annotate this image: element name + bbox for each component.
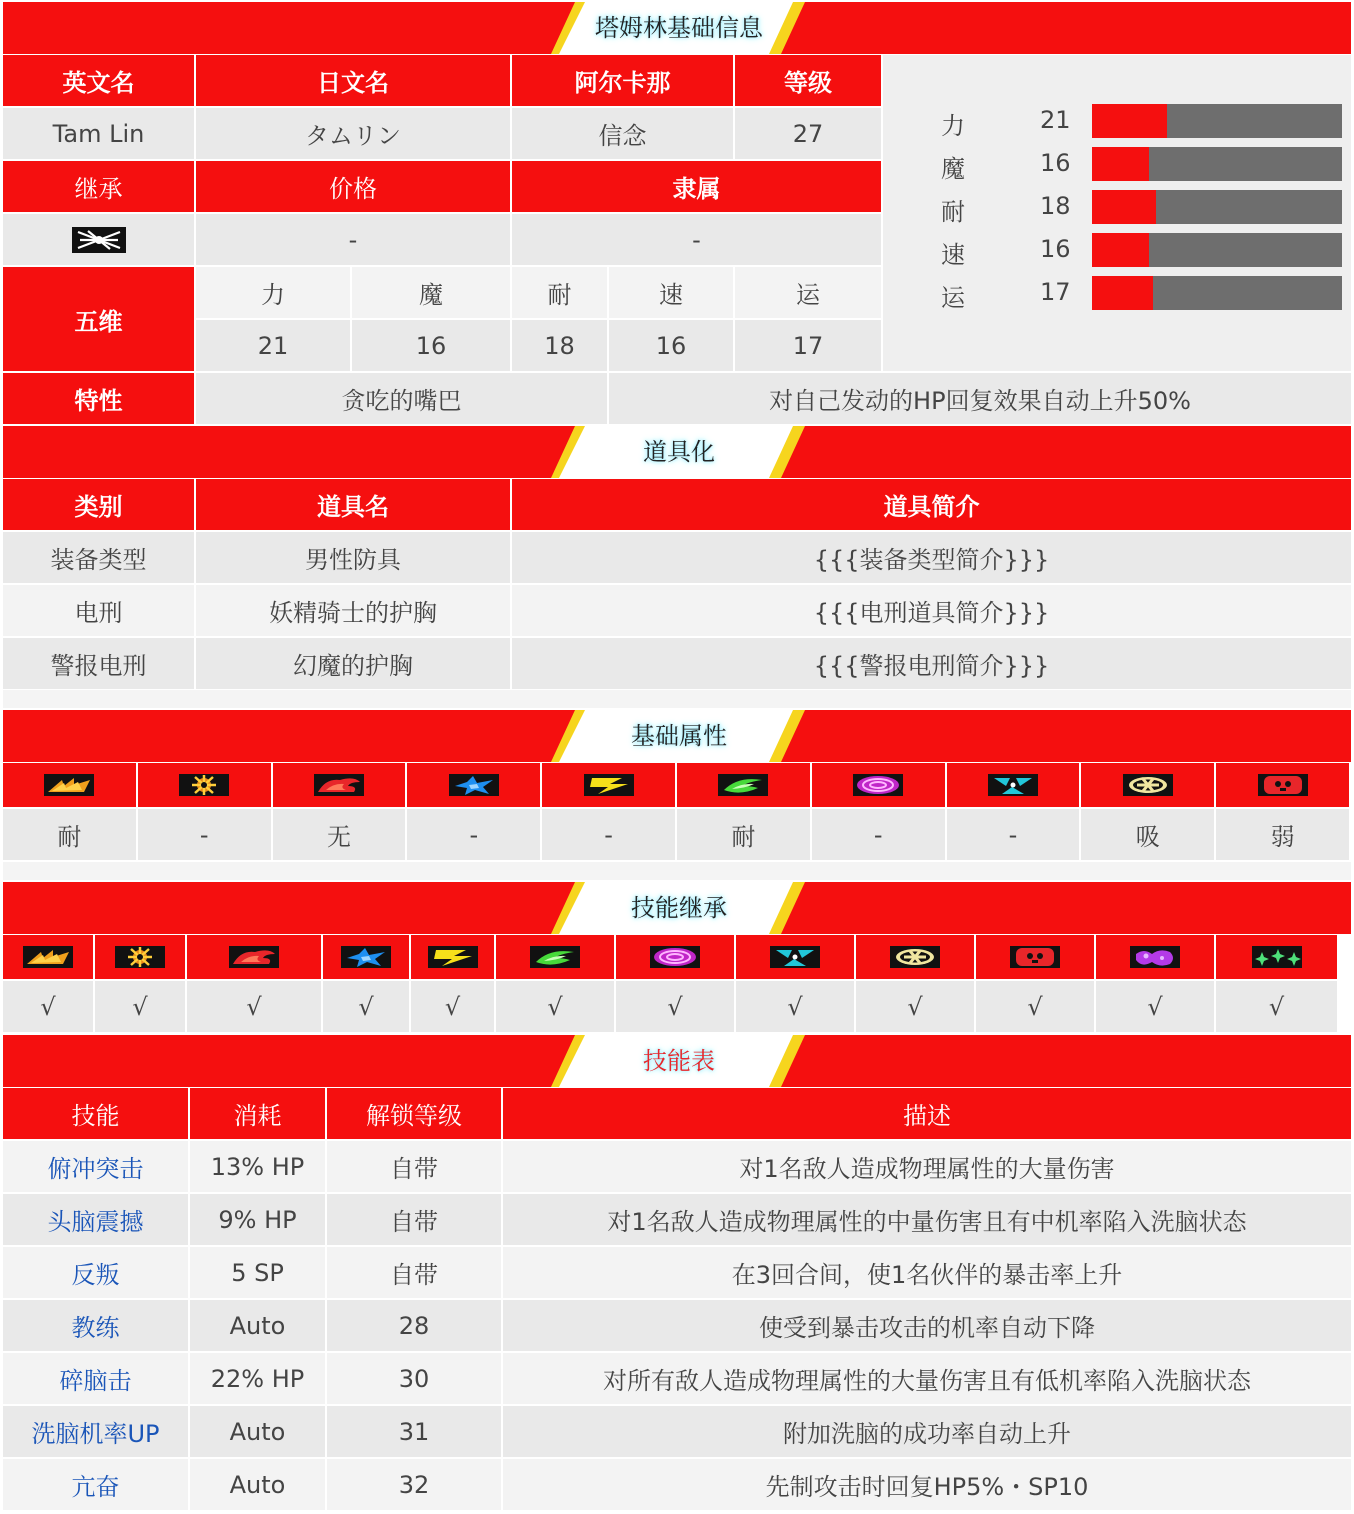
inherit-value [3,214,194,265]
stat-bar-track [1092,104,1342,138]
basic-info-title: 塔姆林基础信息 [595,14,763,42]
inherit-check: √ [1216,981,1337,1032]
stat-bar-label: 力 [941,112,965,140]
stat-value-end: 18 [512,320,607,371]
skills-header-cost: 消耗 [190,1088,325,1139]
items-header-category: 类别 [3,479,194,530]
english-name-value: Tam Lin [3,108,194,159]
inherit-icon-cell [616,935,734,979]
inherit-icon-cell [856,935,974,979]
skill-name-link[interactable]: 反叛 [3,1247,188,1298]
trait-description: 对自己发动的HP回复效果自动上升50% [609,373,1351,424]
skill-unlock-level: 自带 [327,1194,501,1245]
price-value: - [196,214,510,265]
items-header-desc: 道具简介 [512,479,1351,530]
items-title: 道具化 [643,438,715,466]
skill-name-link[interactable]: 洗脑机率UP [3,1406,188,1457]
inherit-icon-cell [736,935,854,979]
nuke-icon [986,772,1040,798]
gun-icon [177,772,231,798]
inherit-check: √ [496,981,614,1032]
stat-bar-value: 16 [1040,149,1071,177]
inherit-check: √ [856,981,974,1032]
item-name: 幻魔的护胸 [196,638,510,689]
skill-description: 对1名敌人造成物理属性的中量伤害且有中机率陷入洗脑状态 [503,1194,1351,1245]
skill-unlock-level: 31 [327,1406,501,1457]
inherit-check: √ [616,981,734,1032]
attribute-icon-cell [407,763,540,807]
elec-icon [426,944,480,970]
wind-icon [528,944,582,970]
stat-bar-value: 16 [1040,235,1071,263]
stat-name-end: 耐 [512,267,607,318]
inherit-check: √ [323,981,409,1032]
skill-unlock-level: 自带 [327,1141,501,1192]
arcana-value: 信念 [512,108,733,159]
skill-unlock-level: 32 [327,1459,501,1510]
attribute-icon-cell [677,763,810,807]
stat-name-agi: 速 [609,267,733,318]
almighty-icon [1128,944,1182,970]
stats-label: 五维 [3,267,194,371]
phys-icon [21,944,75,970]
stat-bar-fill [1092,276,1153,310]
skill-name-link[interactable]: 亢奋 [3,1459,188,1510]
inherit-check: √ [3,981,93,1032]
affiliation-value: - [512,214,881,265]
attribute-value: 耐 [3,809,136,860]
curse-icon [1008,944,1062,970]
item-category: 电刑 [3,585,194,636]
stat-bar-track [1092,190,1342,224]
inherit-icon-cell [976,935,1094,979]
section-gap [3,690,1351,708]
wind-icon [716,772,770,798]
attribute-icon-cell [1216,763,1349,807]
attribute-value: - [812,809,945,860]
inherit-check: √ [1096,981,1214,1032]
inherit-icon-cell [3,935,93,979]
attribute-icon-cell [812,763,945,807]
inherit-icon-cell [411,935,494,979]
phys-icon [72,227,126,253]
inherit-banner [3,882,1351,934]
level-value: 27 [735,108,881,159]
skill-cost: 5 SP [190,1247,325,1298]
attribute-value: 吸 [1081,809,1214,860]
psy-icon [648,944,702,970]
stat-bar-fill [1092,190,1156,224]
attribute-icon-cell [3,763,136,807]
nuke-icon [768,944,822,970]
skills-header-desc: 描述 [503,1088,1351,1139]
attribute-icon-cell [542,763,675,807]
item-name: 妖精骑士的护胸 [196,585,510,636]
attributes-title: 基础属性 [631,722,727,750]
skill-unlock-level: 28 [327,1300,501,1351]
attribute-value: 弱 [1216,809,1349,860]
skill-unlock-level: 30 [327,1353,501,1404]
skills-header-name: 技能 [3,1088,188,1139]
attribute-icon-cell [138,763,271,807]
stat-bar-track [1092,147,1342,181]
header-price: 价格 [196,161,510,212]
attribute-value: - [407,809,540,860]
skill-cost: 13% HP [190,1141,325,1192]
skills-header-level: 解锁等级 [327,1088,501,1139]
item-category: 装备类型 [3,532,194,583]
trait-label: 特性 [3,373,194,424]
inherit-check: √ [976,981,1094,1032]
attribute-icon-cell [1081,763,1214,807]
stat-bar-fill [1092,147,1149,181]
attribute-value: - [542,809,675,860]
bless-icon [888,944,942,970]
skill-name-link[interactable]: 头脑震撼 [3,1194,188,1245]
stat-bar-value: 18 [1040,192,1071,220]
inherit-check: √ [187,981,321,1032]
attribute-icon-cell [947,763,1080,807]
stat-bar-fill [1092,233,1149,267]
header-inherit: 继承 [3,161,194,212]
skill-description: 先制攻击时回复HP5%・SP10 [503,1459,1351,1510]
item-name: 男性防具 [196,532,510,583]
item-category: 警报电刑 [3,638,194,689]
attribute-value: - [138,809,271,860]
stat-bar-label: 速 [941,241,965,269]
fire-icon [312,772,366,798]
curse-icon [1256,772,1310,798]
inherit-icon-cell [95,935,185,979]
stat-name-mag: 魔 [352,267,510,318]
gun-icon [113,944,167,970]
item-description: {{{装备类型简介}}} [512,532,1351,583]
stat-bar-label: 运 [941,284,965,312]
stat-bar-value: 21 [1040,106,1071,134]
skill-cost: Auto [190,1459,325,1510]
item-description: {{{警报电刑简介}}} [512,638,1351,689]
attribute-value: 无 [273,809,406,860]
inherit-check: √ [95,981,185,1032]
attributes-banner [3,710,1351,762]
bless-icon [1121,772,1175,798]
header-english-name: 英文名 [3,55,194,106]
skill-unlock-level: 自带 [327,1247,501,1298]
header-affiliation: 隶属 [512,161,881,212]
header-japanese-name: 日文名 [196,55,510,106]
attribute-value: - [947,809,1080,860]
item-description: {{{电刑道具简介}}} [512,585,1351,636]
ice-icon [339,944,393,970]
skill-cost: Auto [190,1406,325,1457]
skill-description: 附加洗脑的成功率自动上升 [503,1406,1351,1457]
attribute-icon-cell [273,763,406,807]
skill-cost: 22% HP [190,1353,325,1404]
skill-name-link[interactable]: 教练 [3,1300,188,1351]
inherit-icon-cell [496,935,614,979]
items-header-name: 道具名 [196,479,510,530]
inherit-title: 技能继承 [631,894,727,922]
trait-name: 贪吃的嘴巴 [196,373,607,424]
header-level: 等级 [735,55,881,106]
skill-description: 在3回合间，使1名伙伴的暴击率上升 [503,1247,1351,1298]
stat-bar-track [1092,233,1342,267]
skill-description: 对所有敌人造成物理属性的大量伤害且有低机率陷入洗脑状态 [503,1353,1351,1404]
psy-icon [851,772,905,798]
attribute-value: 耐 [677,809,810,860]
fire-icon [227,944,281,970]
inherit-icon-cell [187,935,321,979]
stat-value-mag: 16 [352,320,510,371]
phys-icon [42,772,96,798]
skill-cost: 9% HP [190,1194,325,1245]
stat-bar-label: 魔 [941,155,965,183]
inherit-check: √ [736,981,854,1032]
skill-description: 对1名敌人造成物理属性的大量伤害 [503,1141,1351,1192]
elec-icon [582,772,636,798]
stat-bar-fill [1092,104,1167,138]
header-arcana: 阿尔卡那 [512,55,733,106]
ice-icon [447,772,501,798]
inherit-icon-cell [323,935,409,979]
stat-value-str: 21 [196,320,350,371]
stat-bar-track [1092,276,1342,310]
inherit-icon-cell [1216,935,1337,979]
skill-name-link[interactable]: 碎脑击 [3,1353,188,1404]
basic-info-banner [3,2,1351,54]
skills-title: 技能表 [643,1047,715,1075]
section-gap [3,862,1351,880]
skill-description: 使受到暴击攻击的机率自动下降 [503,1300,1351,1351]
stat-bar-value: 17 [1040,278,1071,306]
stat-name-str: 力 [196,267,350,318]
stat-name-luk: 运 [735,267,881,318]
skill-name-link[interactable]: 俯冲突击 [3,1141,188,1192]
stat-value-agi: 16 [609,320,733,371]
stat-bar-label: 耐 [941,198,965,226]
inherit-icon-cell [1096,935,1214,979]
items-banner [3,426,1351,478]
skills-banner [3,1035,1351,1087]
inherit-check: √ [411,981,494,1032]
skill-cost: Auto [190,1300,325,1351]
stat-value-luk: 17 [735,320,881,371]
healing-icon [1250,944,1304,970]
japanese-name-value: タムリン [196,108,510,159]
